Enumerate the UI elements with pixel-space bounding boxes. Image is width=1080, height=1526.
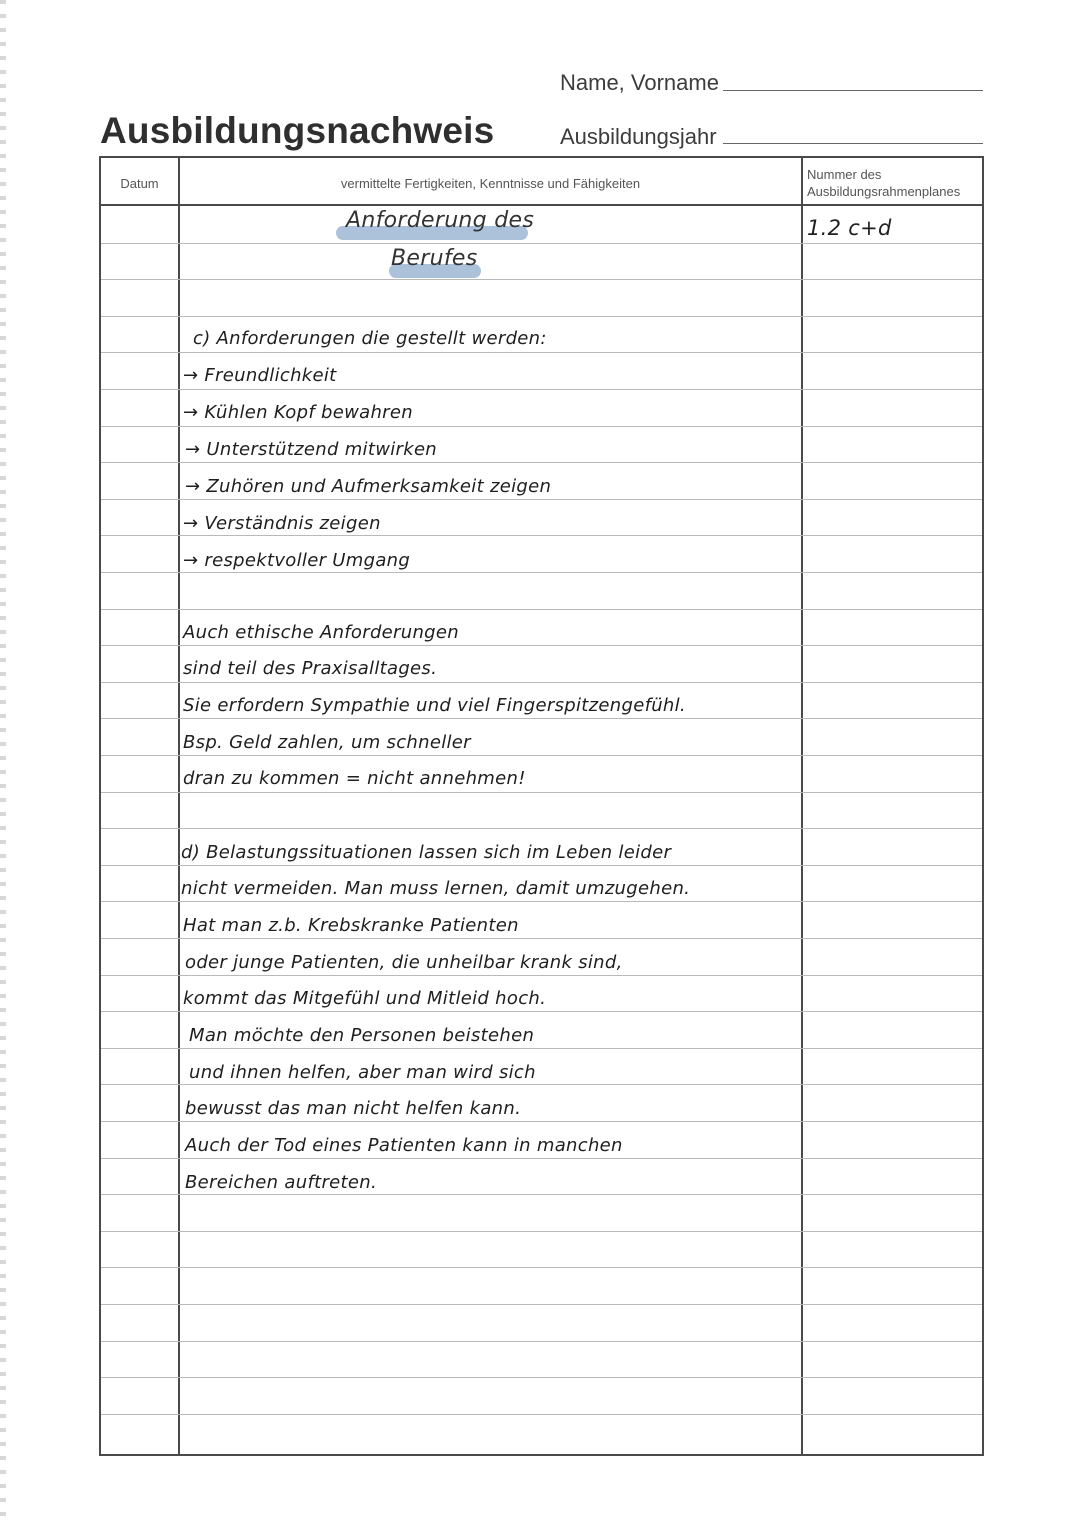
ruled-line — [101, 645, 982, 646]
binding-edge — [0, 0, 6, 1526]
ruled-line — [101, 535, 982, 536]
entry-line: d) Belastungssituationen lassen sich im Leben leider — [181, 842, 672, 863]
entry-line: oder junge Patienten, die unheilbar krank sind, — [185, 952, 623, 973]
header-plan-number — [807, 166, 982, 200]
entry-line: Sie erfordern Sympathie und viel Fingerspitzengefühl. — [183, 695, 686, 716]
ruled-line — [101, 1194, 982, 1195]
ruled-line — [101, 1121, 982, 1122]
entry-line: und ihnen helfen, aber man wird sich — [189, 1062, 536, 1083]
ruled-line — [101, 1084, 982, 1085]
name-label: Name, Vorname — [560, 70, 719, 95]
training-log-table — [99, 156, 984, 1456]
header-plan-number-line2: Ausbildungsrahmenplanes — [807, 184, 961, 199]
ruled-line — [101, 1377, 982, 1378]
ruled-line — [101, 1158, 982, 1159]
document-title: Ausbildungsnachweis — [100, 110, 495, 151]
entry-line: → respektvoller Umgang — [183, 550, 411, 571]
ruled-line — [101, 499, 982, 500]
ruled-line — [101, 1341, 982, 1342]
name-field[interactable] — [723, 90, 983, 91]
entry-line: Auch ethische Anforderungen — [183, 622, 459, 643]
entry-line: → Freundlichkeit — [183, 365, 337, 386]
ruled-line — [101, 682, 982, 683]
entry-line: Hat man z.b. Krebskranke Patienten — [183, 915, 519, 936]
entry-line: Man möchte den Personen beistehen — [189, 1025, 535, 1046]
ruled-line — [101, 938, 982, 939]
entry-line: Bereichen auftreten. — [185, 1172, 377, 1193]
ruled-line — [101, 718, 982, 719]
entry-title-line1: Anforderung des — [346, 208, 535, 233]
ruled-line — [101, 462, 982, 463]
ruled-line — [101, 316, 982, 317]
entry-line: Auch der Tod eines Patienten kann in manchen — [185, 1135, 623, 1156]
entry-line: c) Anforderungen die gestellt werden: — [193, 328, 547, 349]
ruled-line — [101, 1304, 982, 1305]
ruled-line — [101, 609, 982, 610]
entry-line: nicht vermeiden. Man muss lernen, damit umzugehen. — [181, 878, 691, 899]
header-date: Datum — [120, 176, 159, 191]
ruled-line — [101, 901, 982, 902]
ruled-line — [101, 865, 982, 866]
header-skills: vermittelte Fertigkeiten, Kenntnisse und Fähigkeiten — [340, 176, 641, 191]
ruled-line — [101, 792, 982, 793]
ruled-line — [101, 426, 982, 427]
entry-line: bewusst das man nicht helfen kann. — [185, 1098, 522, 1119]
training-year-label: Ausbildungsjahr — [560, 124, 717, 149]
ruled-line — [101, 279, 982, 280]
entry-line: → Kühlen Kopf bewahren — [183, 402, 413, 423]
ruled-line — [101, 1414, 982, 1415]
entry-title-line2: Berufes — [391, 246, 478, 271]
ruled-line — [101, 1048, 982, 1049]
entry-line: → Zuhören und Aufmerksamkeit zeigen — [185, 476, 552, 497]
entry-line: → Verständnis zeigen — [183, 513, 381, 534]
ruled-line — [101, 389, 982, 390]
entry-line: dran zu kommen = nicht annehmen! — [183, 768, 526, 789]
entry-line: kommt das Mitgefühl und Mitleid hoch. — [183, 988, 547, 1009]
plan-number-value: 1.2 c+d — [807, 216, 892, 240]
ruled-line — [101, 243, 982, 244]
entry-line: → Unterstützend mitwirken — [185, 439, 438, 460]
entry-line: Bsp. Geld zahlen, um schneller — [183, 732, 471, 753]
ruled-line — [101, 975, 982, 976]
ruled-line — [101, 352, 982, 353]
ruled-line — [101, 828, 982, 829]
table-header — [101, 158, 982, 206]
ruled-line — [101, 1231, 982, 1232]
header-plan-number-line1: Nummer des — [807, 167, 882, 182]
entry-line: sind teil des Praxisalltages. — [183, 658, 438, 679]
ruled-line — [101, 572, 982, 573]
ruled-line — [101, 1267, 982, 1268]
ruled-line — [101, 1011, 982, 1012]
ruled-line — [101, 755, 982, 756]
training-year-field[interactable] — [723, 143, 983, 144]
